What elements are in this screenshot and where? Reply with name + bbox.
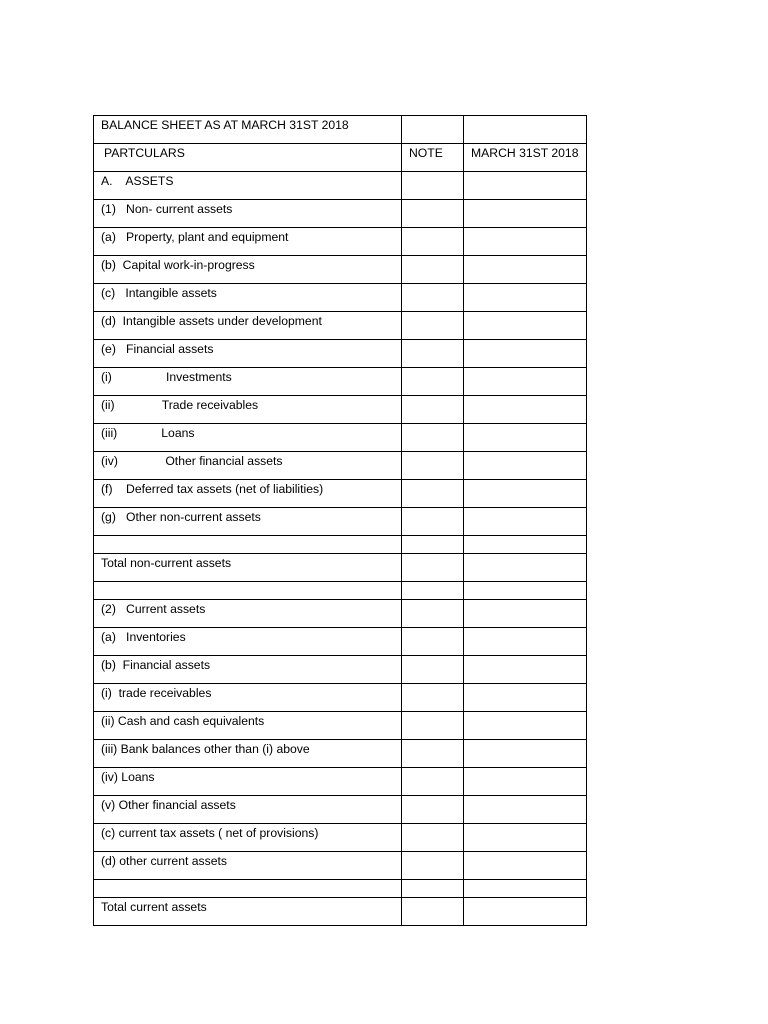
- particulars-cell: [94, 508, 402, 536]
- line-item-row: [94, 312, 587, 340]
- note-cell: [402, 228, 464, 256]
- note-cell: [402, 312, 464, 340]
- particulars-cell: [94, 628, 402, 656]
- total-label: Total current assets: [101, 900, 207, 914]
- amount-cell: [464, 368, 587, 396]
- note-cell: [402, 712, 464, 740]
- line-item-label: (ii) Cash and cash equivalents: [101, 714, 265, 728]
- amount-cell: [464, 554, 587, 582]
- amount-cell: [464, 852, 587, 880]
- particulars-cell: [94, 656, 402, 684]
- line-item-label: A. ASSETS: [101, 174, 174, 188]
- note-cell: [402, 656, 464, 684]
- particulars-cell: [94, 256, 402, 284]
- note-cell: [402, 340, 464, 368]
- particulars-cell: [94, 898, 402, 926]
- title-row: [94, 116, 587, 144]
- amount-cell: [464, 396, 587, 424]
- line-item-label: (d) Intangible assets under development: [101, 314, 322, 328]
- amount-cell: [464, 600, 587, 628]
- line-item-label: (g) Other non-current assets: [101, 510, 261, 524]
- line-item-row: [94, 340, 587, 368]
- line-item-label: (a) Inventories: [101, 630, 186, 644]
- amount-cell: [464, 796, 587, 824]
- line-item-label: (1) Non- current assets: [101, 202, 233, 216]
- amount-cell: [464, 712, 587, 740]
- note-cell: [402, 740, 464, 768]
- line-item-row: [94, 796, 587, 824]
- line-item-row: [94, 852, 587, 880]
- particulars-cell: [94, 600, 402, 628]
- particulars-cell: [94, 312, 402, 340]
- note-cell: [402, 796, 464, 824]
- header-date-cell: [464, 144, 587, 172]
- note-cell: [402, 536, 464, 554]
- header-row: [94, 144, 587, 172]
- amount-cell: [464, 256, 587, 284]
- total-label: Total non-current assets: [101, 556, 232, 570]
- blank-row: [94, 582, 587, 600]
- particulars-cell: [94, 824, 402, 852]
- line-item-row: [94, 228, 587, 256]
- amount-cell: [464, 480, 587, 508]
- line-item-row: [94, 424, 587, 452]
- amount-cell: [464, 536, 587, 554]
- line-item-row: [94, 284, 587, 312]
- header-date: MARCH 31ST 2018: [471, 146, 579, 160]
- line-item-row: [94, 172, 587, 200]
- blank-row: [94, 880, 587, 898]
- title-date-cell: [464, 116, 587, 144]
- particulars-cell: [94, 228, 402, 256]
- line-item-label: (2) Current assets: [101, 602, 206, 616]
- line-item-row: [94, 200, 587, 228]
- particulars-cell: [94, 796, 402, 824]
- amount-cell: [464, 628, 587, 656]
- amount-cell: [464, 284, 587, 312]
- balance-sheet-table: [93, 115, 587, 926]
- line-item-label: (f) Deferred tax assets (net of liabilities): [101, 482, 324, 496]
- blank-row: [94, 536, 587, 554]
- line-item-row: [94, 480, 587, 508]
- note-cell: [402, 852, 464, 880]
- note-cell: [402, 424, 464, 452]
- amount-cell: [464, 656, 587, 684]
- amount-cell: [464, 740, 587, 768]
- note-cell: [402, 600, 464, 628]
- total-row: [94, 554, 587, 582]
- particulars-cell: [94, 424, 402, 452]
- note-cell: [402, 284, 464, 312]
- sheet-title: BALANCE SHEET AS AT MARCH 31ST 2018: [101, 118, 349, 132]
- particulars-cell: [94, 480, 402, 508]
- note-cell: [402, 396, 464, 424]
- line-item-row: [94, 712, 587, 740]
- note-cell: [402, 768, 464, 796]
- line-item-row: [94, 452, 587, 480]
- line-item-row: [94, 600, 587, 628]
- balance-sheet-body: [94, 116, 587, 926]
- particulars-cell: [94, 554, 402, 582]
- line-item-row: [94, 256, 587, 284]
- line-item-row: [94, 396, 587, 424]
- line-item-label: (a) Property, plant and equipment: [101, 230, 289, 244]
- line-item-label: (c) Intangible assets: [101, 286, 217, 300]
- line-item-label: (iii) Loans: [101, 426, 195, 440]
- line-item-row: [94, 628, 587, 656]
- amount-cell: [464, 340, 587, 368]
- amount-cell: [464, 684, 587, 712]
- line-item-label: (b) Financial assets: [101, 658, 211, 672]
- note-cell: [402, 628, 464, 656]
- title-note-cell: [402, 116, 464, 144]
- note-cell: [402, 508, 464, 536]
- header-particulars-cell: [94, 144, 402, 172]
- line-item-label: (iv) Other financial assets: [101, 454, 283, 468]
- note-cell: [402, 256, 464, 284]
- line-item-label: (b) Capital work-in-progress: [101, 258, 255, 272]
- particulars-cell: [94, 712, 402, 740]
- line-item-label: (i) trade receivables: [101, 686, 212, 700]
- amount-cell: [464, 582, 587, 600]
- note-cell: [402, 368, 464, 396]
- line-item-row: [94, 824, 587, 852]
- note-cell: [402, 824, 464, 852]
- amount-cell: [464, 898, 587, 926]
- note-cell: [402, 898, 464, 926]
- amount-cell: [464, 172, 587, 200]
- line-item-row: [94, 508, 587, 536]
- amount-cell: [464, 768, 587, 796]
- line-item-row: [94, 740, 587, 768]
- note-cell: [402, 684, 464, 712]
- note-cell: [402, 880, 464, 898]
- particulars-cell: [94, 396, 402, 424]
- amount-cell: [464, 200, 587, 228]
- amount-cell: [464, 312, 587, 340]
- note-cell: [402, 582, 464, 600]
- amount-cell: [464, 824, 587, 852]
- particulars-cell: [94, 536, 402, 554]
- title-cell: [94, 116, 402, 144]
- line-item-label: (ii) Trade receivables: [101, 398, 259, 412]
- line-item-label: (e) Financial assets: [101, 342, 214, 356]
- particulars-cell: [94, 200, 402, 228]
- particulars-cell: [94, 852, 402, 880]
- particulars-cell: [94, 452, 402, 480]
- amount-cell: [464, 880, 587, 898]
- line-item-label: (v) Other financial assets: [101, 798, 236, 812]
- line-item-row: [94, 684, 587, 712]
- line-item-label: (c) current tax assets ( net of provisions): [101, 826, 319, 840]
- line-item-label: (iii) Bank balances other than (i) above: [101, 742, 310, 756]
- particulars-cell: [94, 740, 402, 768]
- particulars-cell: [94, 340, 402, 368]
- line-item-label: (i) Investments: [101, 370, 232, 384]
- note-cell: [402, 452, 464, 480]
- amount-cell: [464, 508, 587, 536]
- line-item-label: (iv) Loans: [101, 770, 155, 784]
- line-item-row: [94, 768, 587, 796]
- particulars-cell: [94, 684, 402, 712]
- header-note-cell: [402, 144, 464, 172]
- total-row: [94, 898, 587, 926]
- particulars-cell: [94, 768, 402, 796]
- particulars-cell: [94, 582, 402, 600]
- note-cell: [402, 554, 464, 582]
- line-item-row: [94, 368, 587, 396]
- line-item-row: [94, 656, 587, 684]
- note-cell: [402, 200, 464, 228]
- note-cell: [402, 172, 464, 200]
- line-item-label: (d) other current assets: [101, 854, 227, 868]
- particulars-cell: [94, 172, 402, 200]
- amount-cell: [464, 228, 587, 256]
- amount-cell: [464, 424, 587, 452]
- header-particulars: PARTCULARS: [104, 146, 185, 160]
- note-cell: [402, 480, 464, 508]
- particulars-cell: [94, 368, 402, 396]
- header-note: NOTE: [409, 146, 443, 160]
- particulars-cell: [94, 284, 402, 312]
- amount-cell: [464, 452, 587, 480]
- particulars-cell: [94, 880, 402, 898]
